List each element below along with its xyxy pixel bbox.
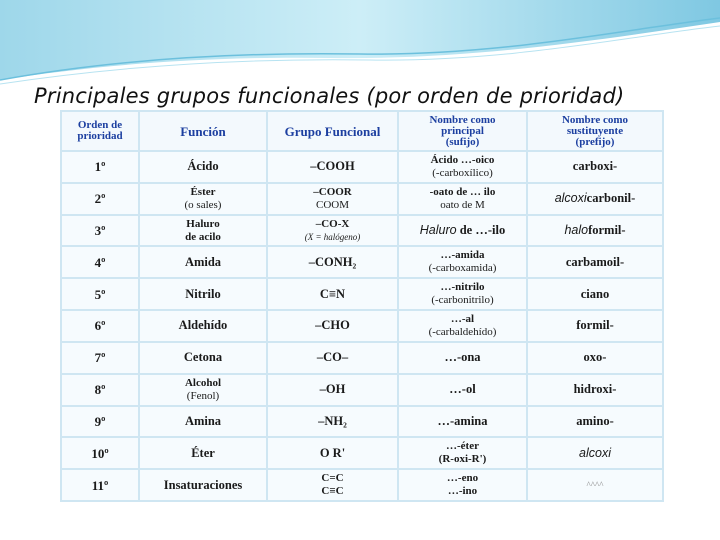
cell-function: Éter xyxy=(139,437,267,469)
header-priority: Orden de prioridad xyxy=(61,111,139,151)
cell-order: 5º xyxy=(61,278,139,310)
cell-group: C≡N xyxy=(267,278,398,310)
cell-order: 8º xyxy=(61,374,139,406)
cell-order: 2º xyxy=(61,183,139,215)
cell-group: –CO-X (X = halógeno) xyxy=(267,215,398,247)
table-row xyxy=(61,151,663,183)
cell-order: 3º xyxy=(61,215,139,247)
table-row xyxy=(61,374,663,406)
cell-prefix: carbamoil- xyxy=(527,246,663,278)
cell-prefix: ^^^^ xyxy=(527,469,663,501)
cell-suffix: Ácido …-oico (-carboxílico) xyxy=(398,151,527,183)
cell-group: O R' xyxy=(267,437,398,469)
cell-function: Insaturaciones xyxy=(139,469,267,501)
cell-function: Amida xyxy=(139,246,267,278)
header-wave-decoration xyxy=(0,0,720,90)
cell-suffix: Haluro de …-ilo xyxy=(398,215,527,247)
cell-function: Ácido xyxy=(139,151,267,183)
cell-prefix: carboxi- xyxy=(527,151,663,183)
table-row xyxy=(61,406,663,438)
functional-groups-table-container xyxy=(60,110,662,502)
cell-prefix: amino- xyxy=(527,406,663,438)
header-function: Función xyxy=(139,111,267,151)
table-row xyxy=(61,310,663,342)
cell-suffix: -oato de … ilo oato de M xyxy=(398,183,527,215)
cell-suffix: …-nitrilo (-carbonitrilo) xyxy=(398,278,527,310)
cell-prefix: alcoxi xyxy=(527,437,663,469)
cell-group: –COOH xyxy=(267,151,398,183)
cell-group: –CHO xyxy=(267,310,398,342)
table-header-row xyxy=(61,111,663,151)
cell-function: Cetona xyxy=(139,342,267,374)
table-row xyxy=(61,183,663,215)
table-row xyxy=(61,342,663,374)
table-row xyxy=(61,278,663,310)
cell-function: Aldehído xyxy=(139,310,267,342)
cell-order: 1º xyxy=(61,151,139,183)
cell-prefix: ciano xyxy=(527,278,663,310)
cell-order: 10º xyxy=(61,437,139,469)
cell-suffix: …-éter (R-oxi-R') xyxy=(398,437,527,469)
cell-function: Haluro de acilo xyxy=(139,215,267,247)
cell-prefix: haloformil- xyxy=(527,215,663,247)
cell-group: C=C C≡C xyxy=(267,469,398,501)
cell-suffix: …-al (-carbaldehído) xyxy=(398,310,527,342)
header-substituent-name: Nombre como sustituyente (prefijo) xyxy=(527,111,663,151)
cell-group: –CONH₂ xyxy=(267,246,398,278)
cell-prefix: formil- xyxy=(527,310,663,342)
slide-title: Principales grupos funcionales (por orden de prioridad) xyxy=(34,84,625,108)
header-principal-name: Nombre como principal (sufijo) xyxy=(398,111,527,151)
cell-suffix: …-amina xyxy=(398,406,527,438)
cell-group: –NH₂ xyxy=(267,406,398,438)
cell-suffix: …-ona xyxy=(398,342,527,374)
cell-prefix: alcoxicarbonil- xyxy=(527,183,663,215)
cell-group: –OH xyxy=(267,374,398,406)
cell-function: Alcohol (Fenol) xyxy=(139,374,267,406)
cell-prefix: oxo- xyxy=(527,342,663,374)
header-functional-group: Grupo Funcional xyxy=(267,111,398,151)
cell-suffix: …-ol xyxy=(398,374,527,406)
cell-function: Éster (o sales) xyxy=(139,183,267,215)
cell-order: 11º xyxy=(61,469,139,501)
cell-function: Amina xyxy=(139,406,267,438)
cell-function: Nitrilo xyxy=(139,278,267,310)
cell-order: 9º xyxy=(61,406,139,438)
table-row xyxy=(61,469,663,501)
cell-order: 6º xyxy=(61,310,139,342)
cell-order: 7º xyxy=(61,342,139,374)
functional-groups-table xyxy=(60,110,664,502)
cell-group: –COOR COOM xyxy=(267,183,398,215)
cell-order: 4º xyxy=(61,246,139,278)
cell-suffix: …-amida (-carboxamida) xyxy=(398,246,527,278)
table-row xyxy=(61,215,663,247)
table-row xyxy=(61,437,663,469)
cell-suffix: …-eno …-ino xyxy=(398,469,527,501)
cell-group: –CO– xyxy=(267,342,398,374)
cell-prefix: hidroxi- xyxy=(527,374,663,406)
table-row xyxy=(61,246,663,278)
